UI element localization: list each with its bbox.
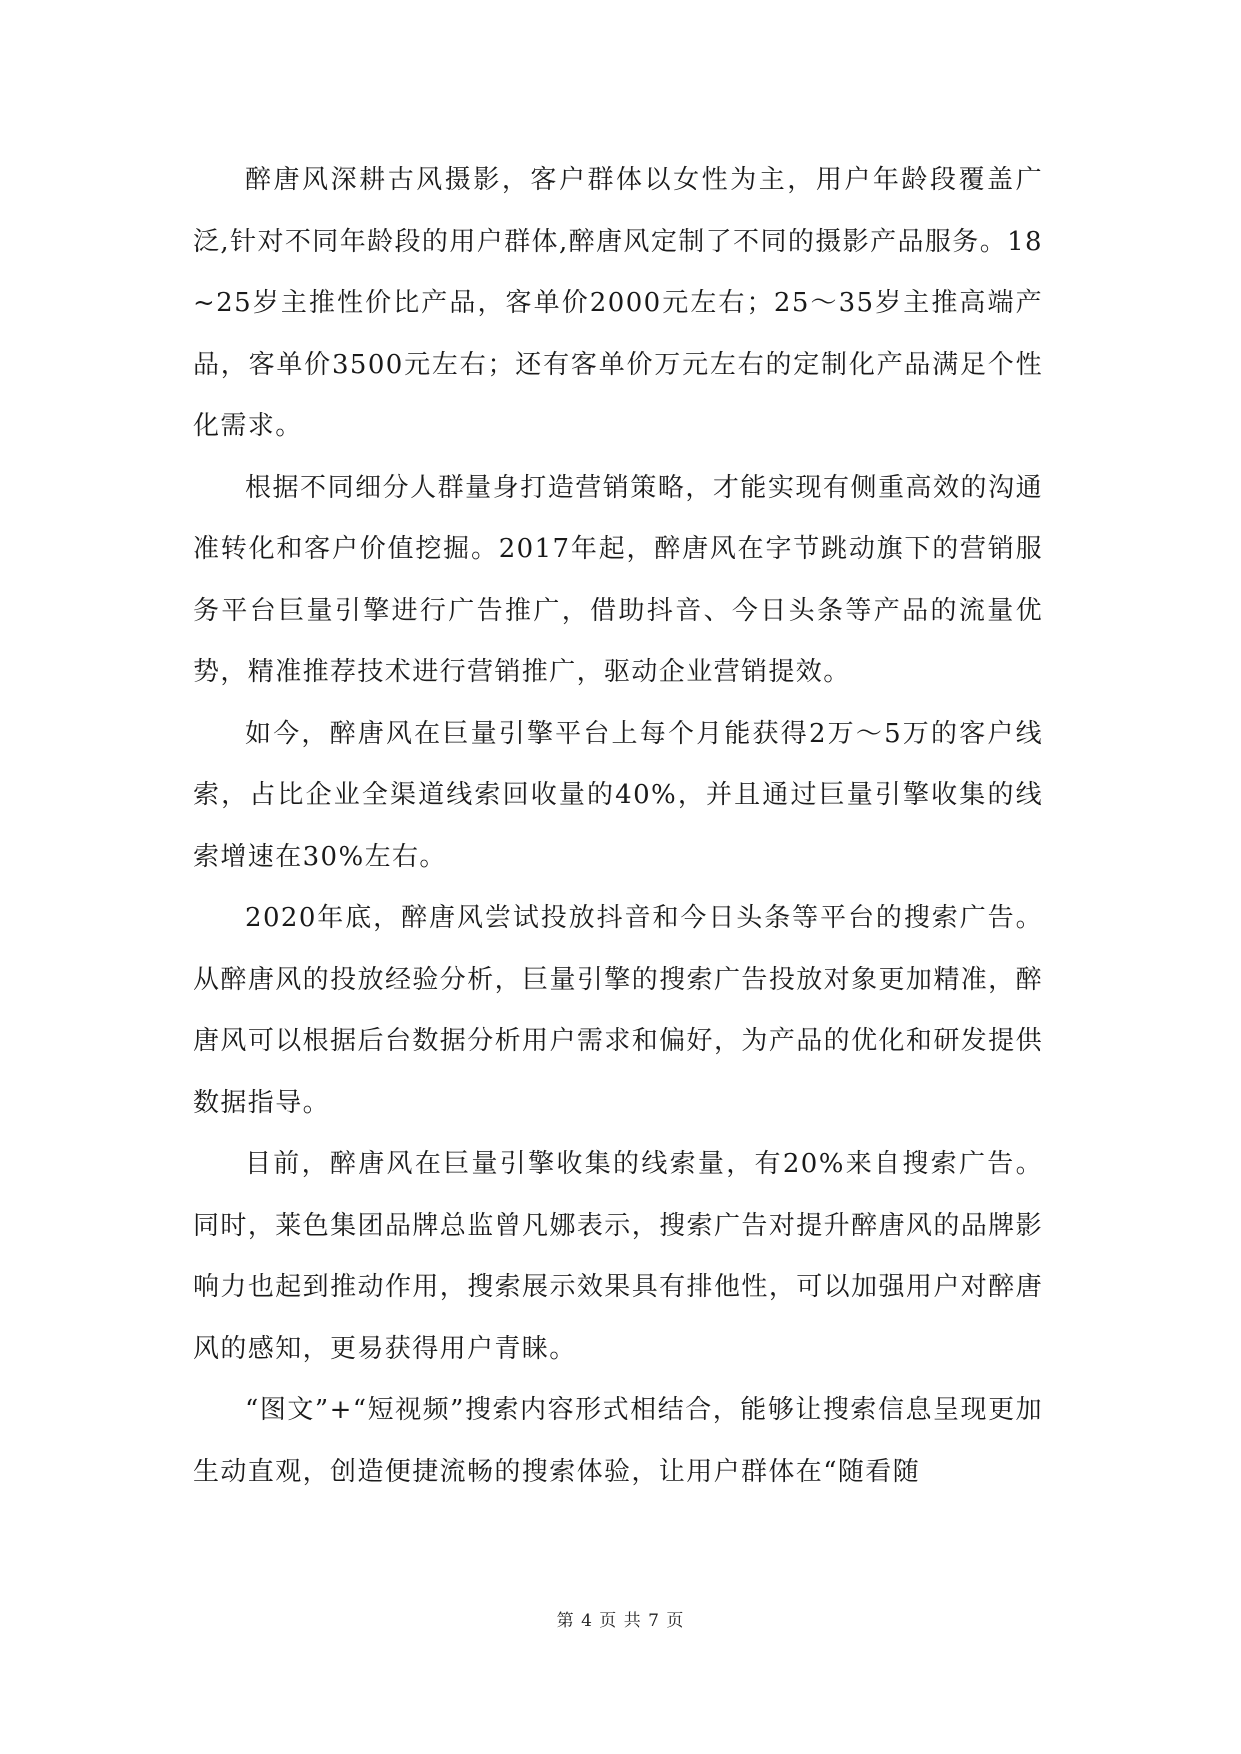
paragraph: 如今，醉唐风在巨量引擎平台上每个月能获得2万～5万的客户线索，占比企业全渠道线索回收量的40%，并且通过巨量引擎收集的线索增速在30%左右。 — [193, 718, 1043, 872]
document-body — [193, 150, 1043, 1503]
paragraph: 目前，醉唐风在巨量引擎收集的线索量，有20%来自搜索广告。同时，莱色集团品牌总监曾凡娜表示，搜索广告对提升醉唐风的品牌影响力也起到推动作用，搜索展示效果具有排他性，可以加强用户对醉唐风的感知，更易获得用户青睐。 — [193, 1149, 1043, 1364]
paragraph: 根据不同细分人群量身打造营销策略，才能实现有侧重高效的沟通准转化和客户价值挖掘。2017年起，醉唐风在字节跳动旗下的营销服务平台巨量引擎进行广告推广，借助抖音、今日头条等产品的流量优势，精准推荐技术进行营销推广，驱动企业营销提效。 — [193, 472, 1043, 687]
page-number-footer: 第 4 页 共 7 页 — [556, 1611, 685, 1631]
paragraph: 2020年底，醉唐风尝试投放抖音和今日头条等平台的搜索广告。从醉唐风的投放经验分析，巨量引擎的搜索广告投放对象更加精准，醉唐风可以根据后台数据分析用户需求和偏好，为产品的优化和研发提供数据指导。 — [193, 903, 1043, 1118]
paragraph: 醉唐风深耕古风摄影，客户群体以女性为主，用户年龄段覆盖广泛,针对不同年龄段的用户群体,醉唐风定制了不同的摄影产品服务。18~25岁主推性价比产品，客单价2000元左右；25～35岁主推高端产品，客单价3500元左右；还有客单价万元左右的定制化产品满足个性化需求。 — [193, 165, 1043, 441]
paragraph: “图文”+“短视频”搜索内容形式相结合，能够让搜索信息呈现更加生动直观，创造便捷流畅的搜索体验，让用户群体在“随看随 — [193, 1395, 1043, 1487]
